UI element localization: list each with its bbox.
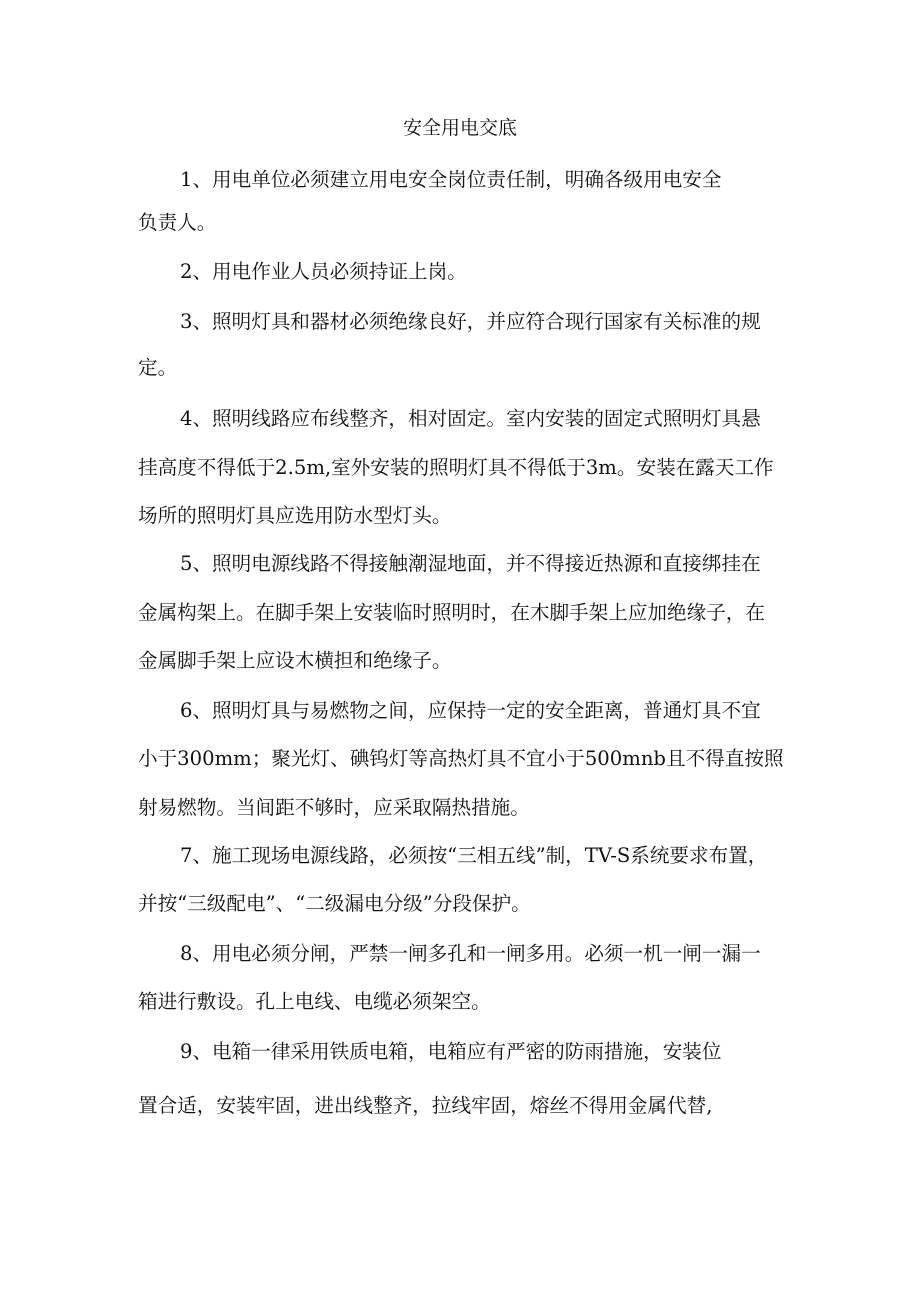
item-5-line-2: 金属构架上。在脚手架上安装临时照明时，在木脚手架上应加绝缘子，在 — [138, 601, 765, 624]
item-4-line-1: 4、照明线路应布线整齐，相对固定。室内安装的固定式照明灯具悬 — [180, 407, 761, 430]
item-6-line-1: 6、照明灯具与易燃物之间，应保持一定的安全距离，普通灯具不宜 — [180, 699, 761, 722]
item-9-line-2: 置合适，安装牢固，进出线整齐，拉线牢固，熔丝不得用金属代替, — [138, 1094, 713, 1117]
item-2-line-1: 2、用电作业人员必须持证上岗。 — [180, 260, 467, 283]
item-5-line-3: 金属脚手架上应设木横担和绝缘子。 — [138, 649, 452, 672]
item-9-line-1: 9、电箱一律采用铁质电箱，电箱应有严密的防雨措施，安装位 — [180, 1040, 722, 1063]
item-4-line-2: 挂高度不得低于2.5m,室外安装的照明灯具不得低于3m。安装在露天工作 — [138, 456, 774, 479]
item-1-line-1: 1、用电单位必须建立用电安全岗位责任制，明确各级用电安全 — [180, 168, 722, 191]
item-1-line-2: 负责人。 — [138, 211, 217, 234]
item-3-line-1: 3、照明灯具和器材必须绝缘良好，并应符合现行国家有关标准的规 — [180, 310, 761, 333]
item-6-line-2: 小于300mm；聚光灯、碘钨灯等高热灯具不宜小于500mnb且不得直按照 — [138, 747, 784, 770]
item-8-line-1: 8、用电必须分闸，严禁一闸多孔和一闸多用。必须一机一闸一漏一 — [180, 942, 761, 965]
item-6-line-3: 射易燃物。当间距不够时，应采取隔热措施。 — [138, 796, 530, 819]
item-4-line-3: 场所的照明灯具应选用防水型灯头。 — [138, 504, 452, 527]
item-5-line-1: 5、照明电源线路不得接触潮湿地面，并不得接近热源和直接绑挂在 — [180, 552, 761, 575]
item-8-line-2: 箱进行敷设。孔上电线、电缆必须架空。 — [138, 990, 491, 1013]
item-7-line-1: 7、施工现场电源线路，必须按“三相五线”制，TV-S系统要求布置， — [180, 844, 768, 867]
item-7-line-2: 并按“三级配电”、“二级漏电分级”分段保护。 — [138, 892, 531, 915]
document-title: 安全用电交底 — [402, 117, 517, 139]
item-3-line-2: 定。 — [138, 356, 178, 379]
